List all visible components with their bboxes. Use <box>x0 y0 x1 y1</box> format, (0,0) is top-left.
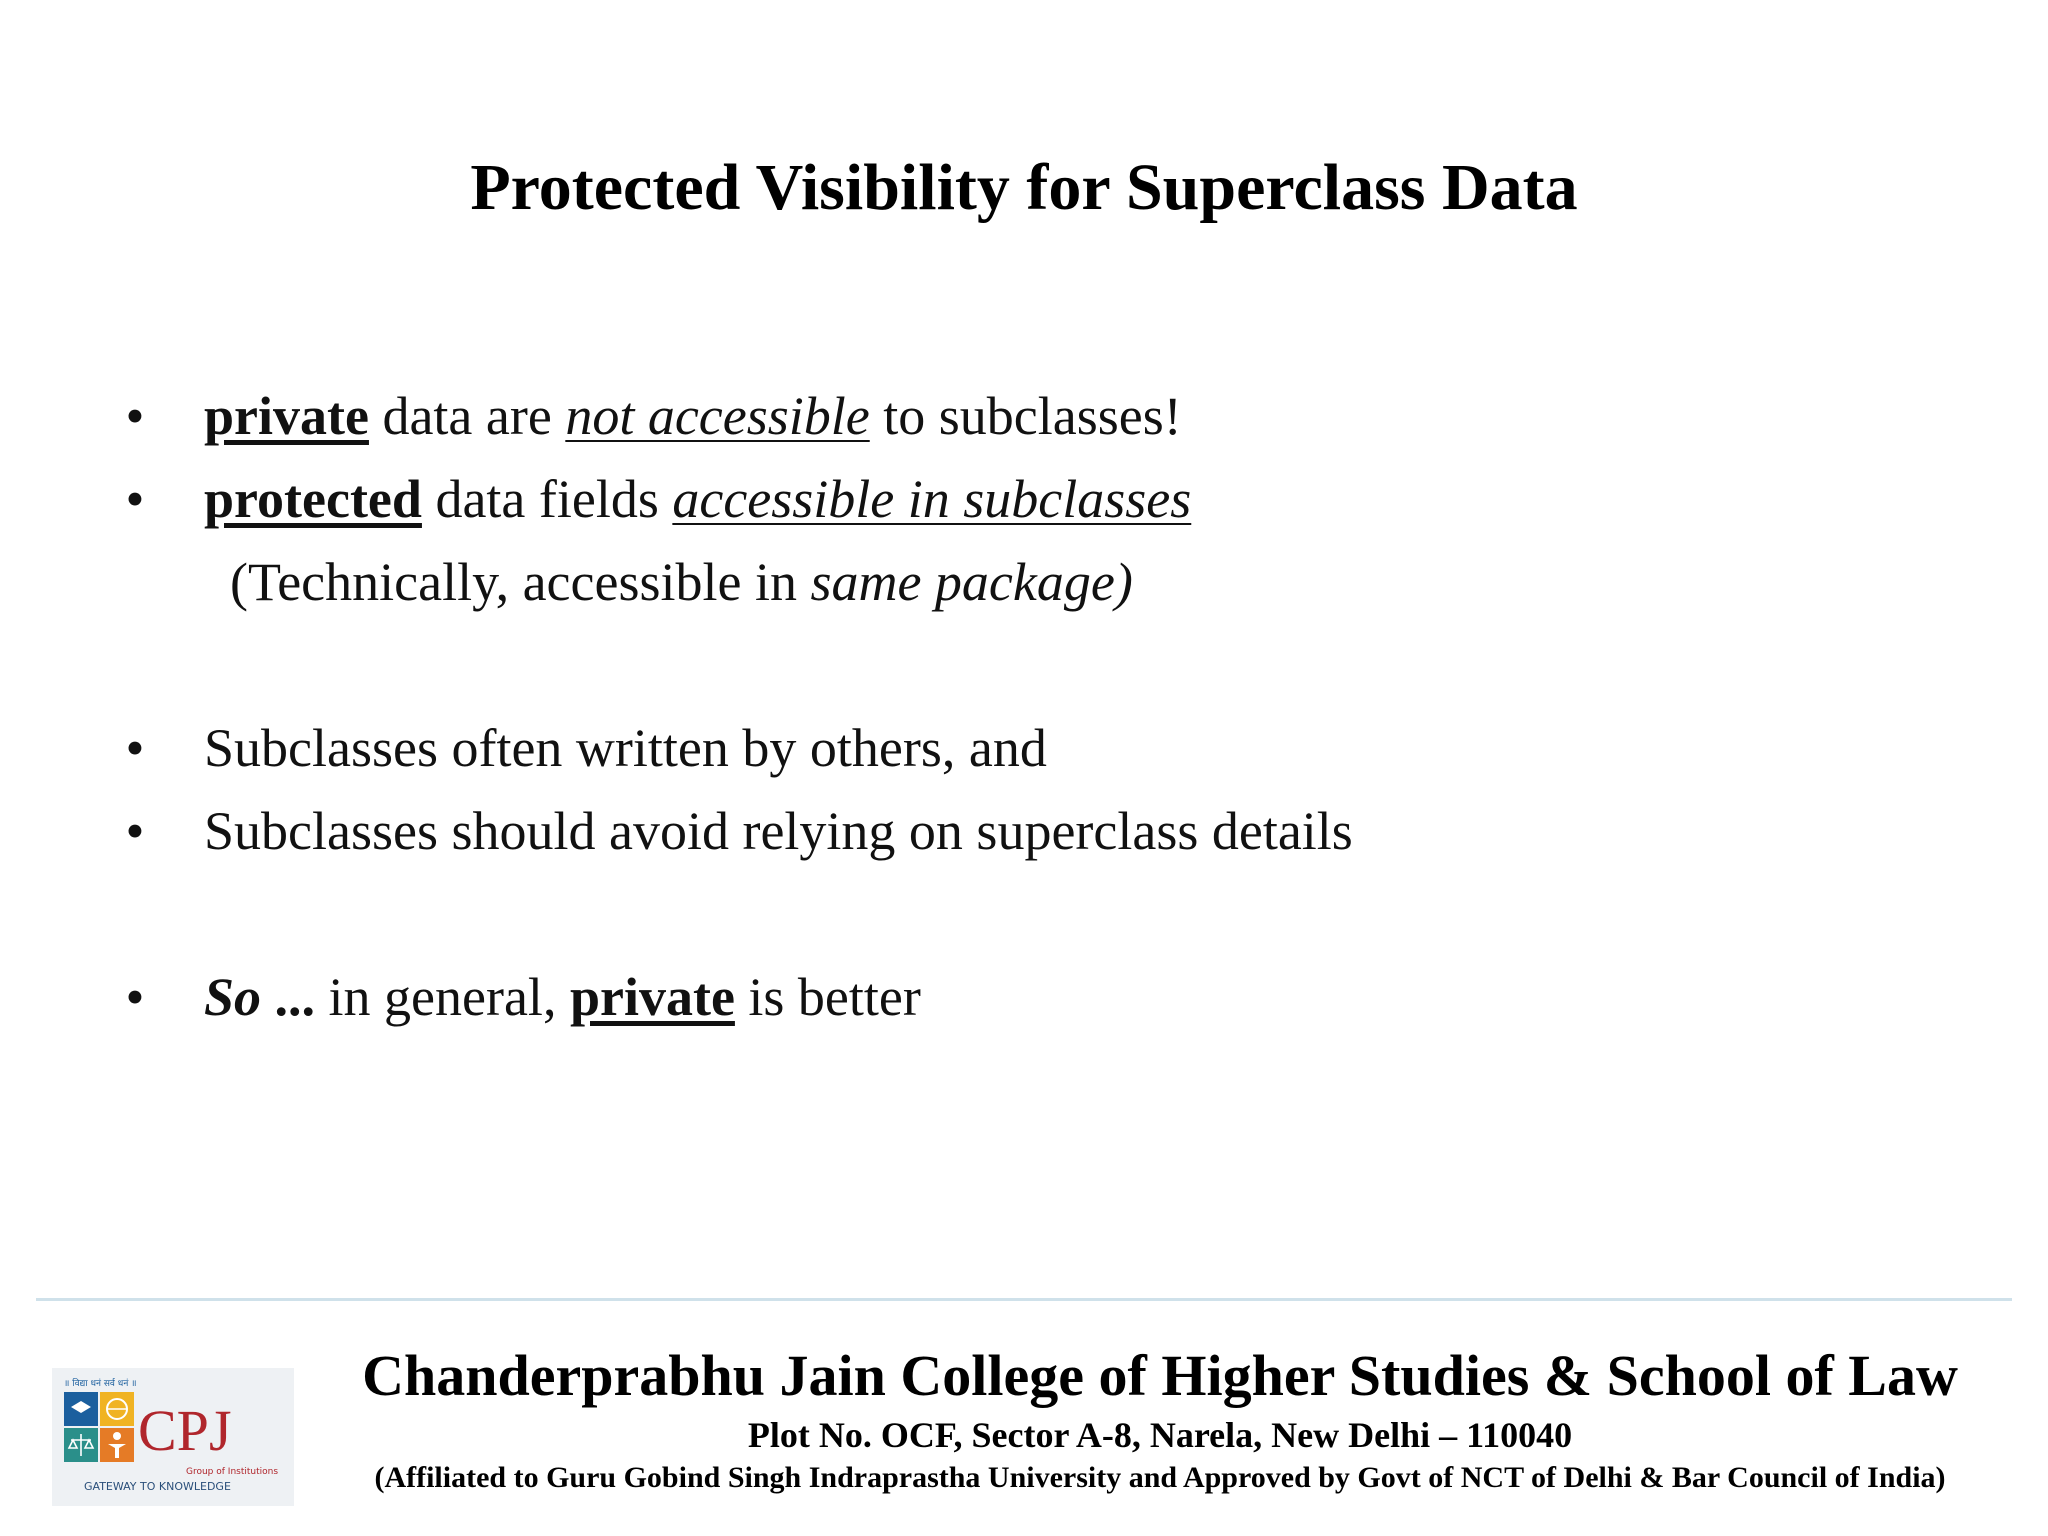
logo-monogram: CPJ <box>138 1398 232 1463</box>
text-segment: (Technically, accessible in <box>230 552 811 612</box>
logo-gateway-text: GATEWAY TO KNOWLEDGE <box>84 1480 231 1493</box>
college-affiliation: (Affiliated to Guru Gobind Singh Indraprastha University and Approved by Govt of NCT of Delhi & Bar Council of India) <box>374 1461 1946 1494</box>
emphasis-not-accessible: not accessible <box>565 386 870 446</box>
bullet-text <box>204 956 921 1039</box>
spacer <box>120 624 1870 707</box>
bullet-item-protected <box>120 458 1870 541</box>
bullet-text: Subclasses often written by others, and <box>204 718 1047 778</box>
text-segment: data fields <box>421 469 673 529</box>
bullet-dot: • <box>125 469 145 529</box>
college-name: Chanderprabhu Jain College of Higher Studies & School of Law <box>362 1343 1958 1408</box>
bullet-item-subclasses-written <box>120 707 1870 790</box>
footer-divider <box>36 1298 2012 1301</box>
spacer <box>120 873 1870 956</box>
bullet-item-subclasses-avoid <box>120 790 1870 873</box>
text-segment: in general, <box>315 967 570 1027</box>
bullet-text <box>204 458 1191 541</box>
text-segment: data are <box>368 386 566 446</box>
bullet-list <box>120 375 1870 1039</box>
text-segment: to subclasses! <box>869 386 1182 446</box>
keyword-protected: protected <box>204 469 422 529</box>
subline-text <box>230 541 1133 624</box>
emphasis-accessible-in-subclasses: accessible in subclasses <box>672 469 1192 529</box>
logo-graphic <box>58 1374 288 1500</box>
person-icon <box>113 1432 121 1440</box>
bullet-dot: • <box>125 967 145 1027</box>
college-address: Plot No. OCF, Sector A-8, Narela, New Delhi – 110040 <box>747 1415 1573 1455</box>
college-footer <box>300 1340 2020 1498</box>
bullet-item-conclusion <box>120 956 1870 1039</box>
text-segment: is better <box>734 967 921 1027</box>
bullet-text: Subclasses should avoid relying on superclass details <box>204 801 1353 861</box>
bullet-dot: • <box>125 386 145 446</box>
bullet-item-private <box>120 375 1870 458</box>
logo-tagline: ॥ विद्या धनं सर्व धनं ॥ <box>64 1379 137 1389</box>
ellipsis: ... <box>261 967 316 1027</box>
bullet-dot: • <box>125 718 145 778</box>
college-logo <box>52 1368 294 1506</box>
keyword-private: private <box>569 967 735 1027</box>
slide-title: Protected Visibility for Superclass Data <box>470 151 1578 224</box>
bullet-dot: • <box>125 801 145 861</box>
keyword-private: private <box>204 386 369 446</box>
bullet-text <box>204 375 1182 458</box>
emphasis-same-package: same package) <box>810 552 1133 612</box>
emphasis-so: So <box>204 967 262 1027</box>
logo-group-text: Group of Institutions <box>186 1467 279 1477</box>
bullet-subline-technically <box>120 541 1870 624</box>
